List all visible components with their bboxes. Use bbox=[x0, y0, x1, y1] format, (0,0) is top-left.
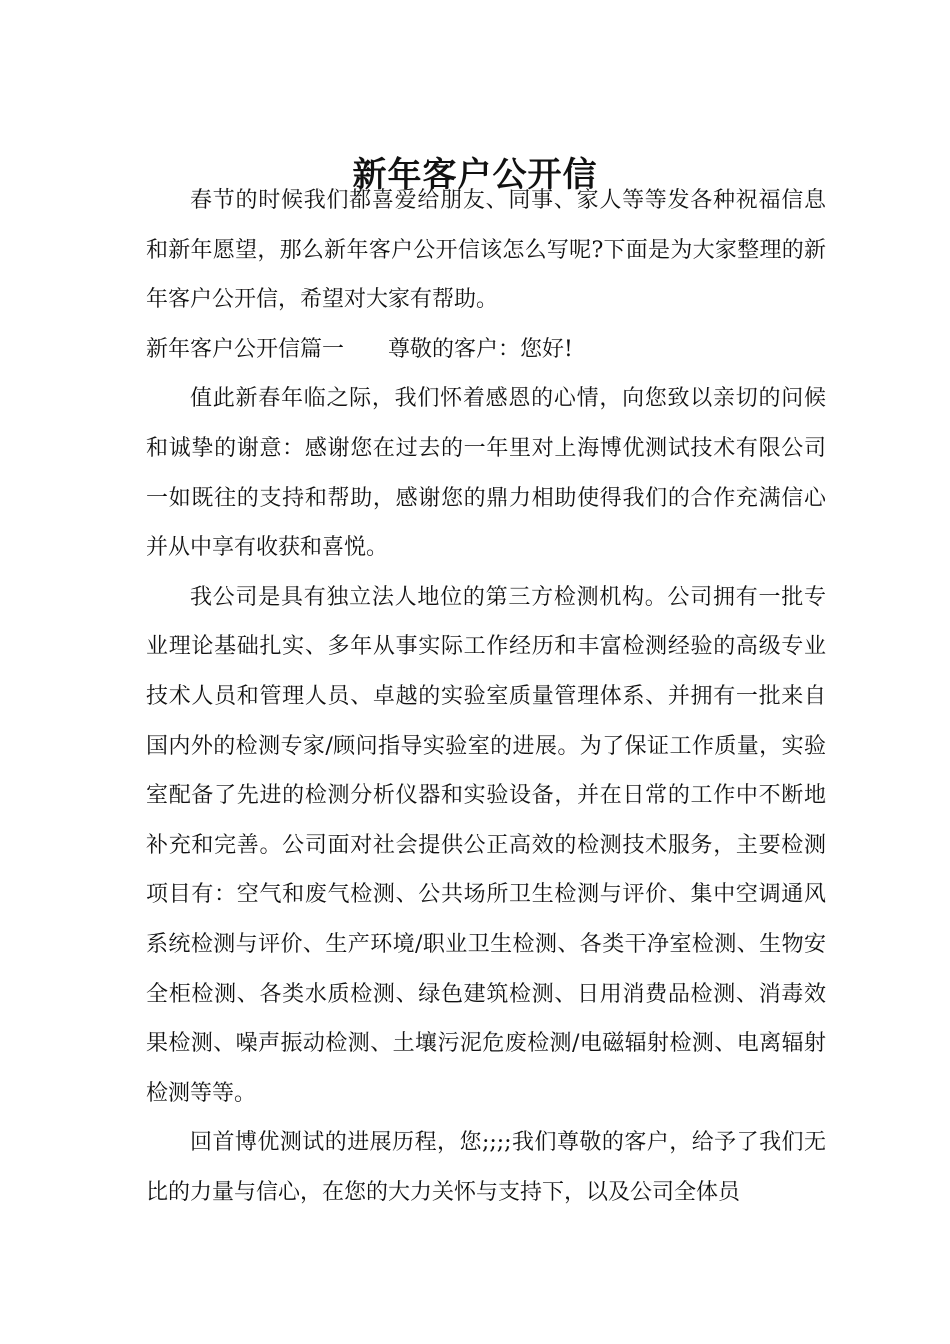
section-heading-line: 新年客户公开信篇一 尊敬的客户：您好! bbox=[146, 336, 573, 362]
gratitude-paragraph: 值此新春年临之际，我们怀着感恩的心情，向您致以亲切的问候和诚挚的谢意：感谢您在过去的一年里对上海博优测试技术有限公司一如既往的支持和帮助，感谢您的鼎力相助使得我们的合作充满信心并从中享有收获和喜悦。 bbox=[146, 386, 826, 561]
company-intro-paragraph: 我公司是具有独立法人地位的第三方检测机构。公司拥有一批专业理论基础扎实、多年从事实际工作经历和丰富检测经验的高级专业技术人员和管理人员、卓越的实验室质量管理体系、并拥有一批来自国内外的检测专家/顾问指导实验室的进展。为了保证工作质量，实验室配备了先进的检测分析仪器和实验设备，并在日常的工作中不断地补充和完善。公司面对社会提供公正高效的检测技术服务，主要检测项目有：空气和废气检测、公共场所卫生检测与评价、集中空调通风系统检测与评价、生产环境/职业卫生检测、各类干净室检测、生物安全柜检测、各类水质检测、绿色建筑检测、日用消费品检测、消毒效果检测、噪声振动检测、土壤污泥危废检测/电磁辐射检测、电离辐射检测等等。 bbox=[146, 584, 826, 1106]
document-title: 新年客户公开信 bbox=[352, 154, 598, 195]
intro-paragraph: 春节的时候我们都喜爱给朋友、同事、家人等等发各种祝福信息和新年愿望，那么新年客户公开信该怎么写呢?下面是为大家整理的新年客户公开信，希望对大家有帮助。 bbox=[146, 188, 826, 313]
retrospect-paragraph: 回首博优测试的进展历程，您;;;;我们尊敬的客户，给予了我们无比的力量与信心，在您的大力关怀与支持下，以及公司全体员 bbox=[146, 1130, 826, 1205]
document-body bbox=[146, 176, 826, 1217]
